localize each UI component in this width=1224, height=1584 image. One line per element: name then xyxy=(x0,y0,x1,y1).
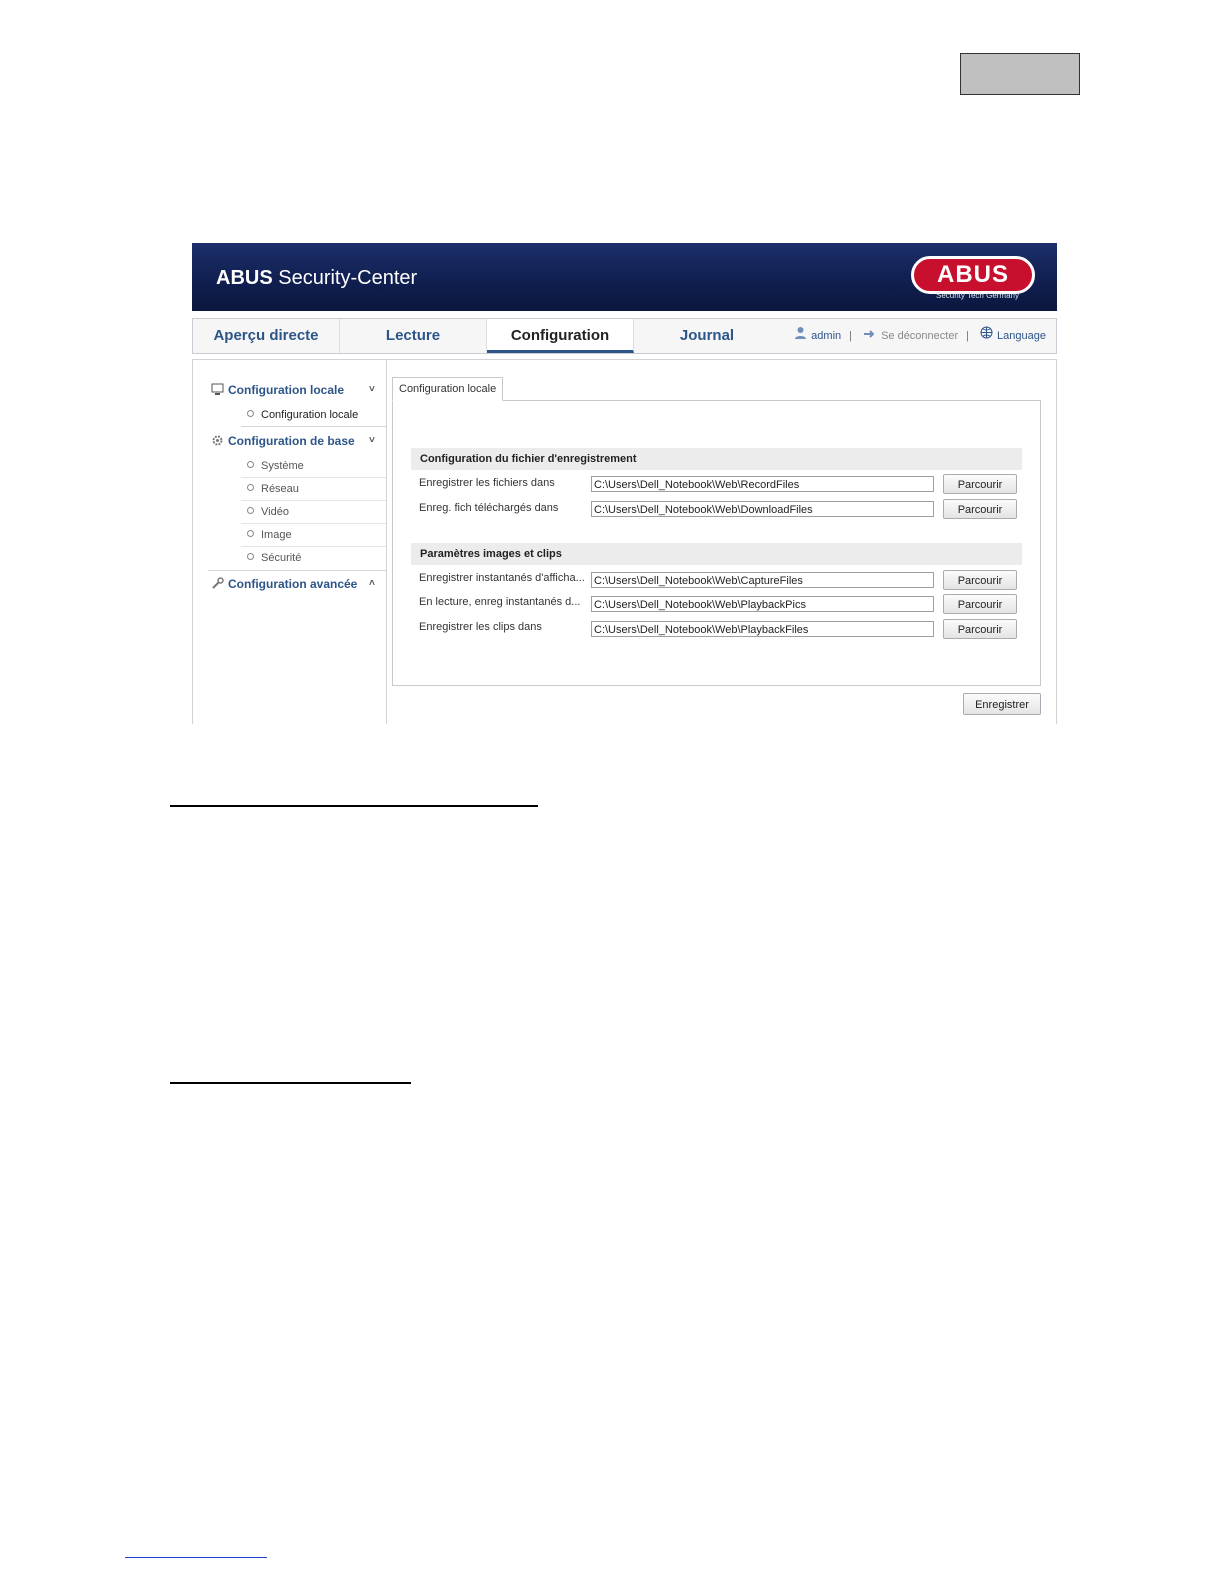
browse-button[interactable]: Parcourir xyxy=(943,570,1017,590)
browse-button[interactable]: Parcourir xyxy=(943,499,1017,519)
section-title-record: Configuration du fichier d'enregistrement xyxy=(411,448,1022,470)
header-banner xyxy=(192,243,1057,311)
download-files-path-input[interactable]: C:\Users\Dell_Notebook\Web\DownloadFiles xyxy=(591,501,934,517)
underline-rule xyxy=(170,805,538,807)
chevron-down-icon: ˅ xyxy=(369,435,375,446)
screenshot-frame xyxy=(192,243,1057,723)
divider xyxy=(208,570,386,571)
user-bar: admin | Se déconnecter | Language xyxy=(794,319,1046,353)
user-name[interactable]: admin xyxy=(811,330,842,342)
top-nav xyxy=(192,318,1057,354)
playback-pics-path-input[interactable]: C:\Users\Dell_Notebook\Web\PlaybackPics xyxy=(591,596,934,612)
globe-icon xyxy=(980,319,993,353)
sidebar-item-systeme[interactable]: Système xyxy=(241,455,386,478)
browse-button[interactable]: Parcourir xyxy=(943,474,1017,494)
underline-rule xyxy=(170,1082,411,1084)
sidebar-group-config-locale[interactable]: Configuration locale ˅ xyxy=(211,383,344,398)
logout-link[interactable]: Se déconnecter xyxy=(881,330,959,342)
gear-icon xyxy=(211,434,224,450)
capture-files-path-input[interactable]: C:\Users\Dell_Notebook\Web\CaptureFiles xyxy=(591,572,934,588)
language-link[interactable]: Language xyxy=(997,330,1046,342)
row-label: Enregistrer instantanés d'afficha... xyxy=(419,572,585,584)
row-label: Enregistrer les clips dans xyxy=(419,621,542,633)
save-button[interactable]: Enregistrer xyxy=(963,693,1041,715)
sidebar-item-configuration-locale[interactable]: Configuration locale xyxy=(241,404,386,427)
chevron-up-icon: ˄ xyxy=(369,578,375,589)
section-title-images: Paramètres images et clips xyxy=(411,543,1022,565)
tab-apercu-directe[interactable]: Aperçu directe xyxy=(193,319,340,353)
app-title: ABUS Security-Center xyxy=(216,267,418,289)
logout-icon xyxy=(863,319,877,353)
browse-button[interactable]: Parcourir xyxy=(943,619,1017,639)
sidebar-item-reseau[interactable]: Réseau xyxy=(241,478,386,501)
tab-journal[interactable]: Journal xyxy=(679,327,735,344)
gray-box xyxy=(960,53,1080,95)
sidebar xyxy=(193,360,387,724)
footnote-rule xyxy=(125,1557,267,1558)
sidebar-item-video[interactable]: Vidéo xyxy=(241,501,386,524)
tab-lecture[interactable]: Lecture xyxy=(340,319,487,353)
sidebar-group-config-avancee[interactable]: Configuration avancée ˄ xyxy=(211,577,357,593)
tab-configuration[interactable]: Configuration xyxy=(487,319,634,353)
browse-button[interactable]: Parcourir xyxy=(943,594,1017,614)
row-label: Enregistrer les fichiers dans xyxy=(419,477,555,489)
logo-tagline: Security Tech Germany xyxy=(936,291,1019,300)
sidebar-group-config-base[interactable]: Configuration de base ˅ xyxy=(211,434,355,450)
tab-configuration-locale[interactable]: Configuration locale xyxy=(392,377,503,401)
playback-files-path-input[interactable]: C:\Users\Dell_Notebook\Web\PlaybackFiles xyxy=(591,621,934,637)
row-label: Enreg. fich téléchargés dans xyxy=(419,502,559,514)
monitor-icon xyxy=(211,383,224,398)
record-files-path-input[interactable]: C:\Users\Dell_Notebook\Web\RecordFiles xyxy=(591,476,934,492)
wrench-icon xyxy=(211,577,224,593)
row-label: En lecture, enreg instantanés d... xyxy=(419,596,581,608)
abus-logo: ABUS xyxy=(911,256,1035,294)
user-icon xyxy=(794,319,807,353)
content-box xyxy=(392,400,1041,686)
chevron-down-icon: ˅ xyxy=(369,384,375,395)
sidebar-item-image[interactable]: Image xyxy=(241,524,386,547)
main-panel xyxy=(192,359,1057,724)
sidebar-item-securite[interactable]: Sécurité xyxy=(241,547,386,569)
